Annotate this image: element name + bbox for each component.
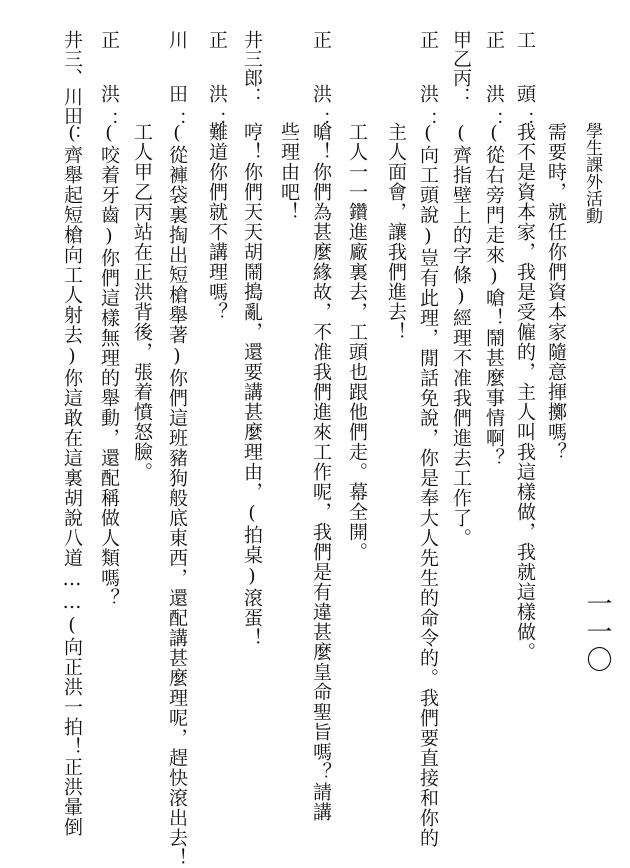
dialogue-text: 我不是資本家，我是受僱的，主人叫我這樣做，我就這樣做。 — [514, 122, 536, 662]
dialogue-text: 哼！你們天天胡鬧搗亂，還要講甚麼理由，(拍桌)滾蛋！ — [241, 122, 263, 648]
speaker-label: 正 洪： — [483, 30, 505, 138]
dialogue-text: 主人面會，讓我們進去！ — [385, 122, 407, 342]
speaker-label: 甲乙丙： — [450, 30, 472, 106]
speaker-label: 工 頭： — [514, 30, 536, 138]
dialogue-text: 嗆！你們為甚麼緣故，不准我們進來工作呢，我們是有違甚麼皇命聖旨嗎？請講 — [310, 122, 332, 822]
speaker-label: 正 洪： — [417, 30, 439, 138]
dialogue-text: (咬着牙齒)你們這樣無理的舉動，還配稱做人類嗎？ — [98, 122, 120, 608]
speaker-label: 川 田： — [166, 30, 188, 138]
dialogue-text: 難道你們就不講理嗎？ — [206, 122, 228, 322]
dialogue-text: (從褲袋裏掏出短槍舉著)你們這班豬狗般底東西，還配講甚麼理呢，趕快滾出去！ — [166, 122, 188, 868]
page-number: 一一〇 — [582, 590, 612, 674]
dialogue-text: (向工頭說)豈有此理，閒話免說，你是奉大人先生的命令的。我們要直接和你的 — [417, 122, 439, 848]
stage-direction: 工人甲乙丙站在正洪背後，張着憤怒臉。 — [131, 122, 153, 482]
dialogue-text: 些理由吧！ — [278, 122, 300, 222]
dialogue-text: (齊指壁上的字條)經理不准我們進去工作了。 — [450, 122, 472, 548]
running-head: 學生課外活動 — [582, 122, 602, 224]
dialogue-text: (從右旁門走來)嗆！鬧甚麼事情啊？ — [483, 122, 505, 468]
stage-direction: 工人一一鑽進廠裏去，工頭也跟他們走。幕全開。 — [346, 122, 368, 562]
speaker-label: 正 洪： — [206, 30, 228, 138]
speaker-label: 井三、川田： — [61, 30, 83, 144]
dialogue-text: (齊舉起短槍向工人射去)你這敢在這裏胡說八道……(向正洪一拍！正洪暈倒 — [61, 122, 83, 837]
dialogue-text: 需要時，就任你們資本家隨意揮擲嗎？ — [545, 122, 567, 462]
speaker-label: 正 洪： — [310, 30, 332, 138]
speaker-label: 正 洪： — [98, 30, 120, 138]
speaker-label: 井三郎： — [241, 30, 263, 106]
